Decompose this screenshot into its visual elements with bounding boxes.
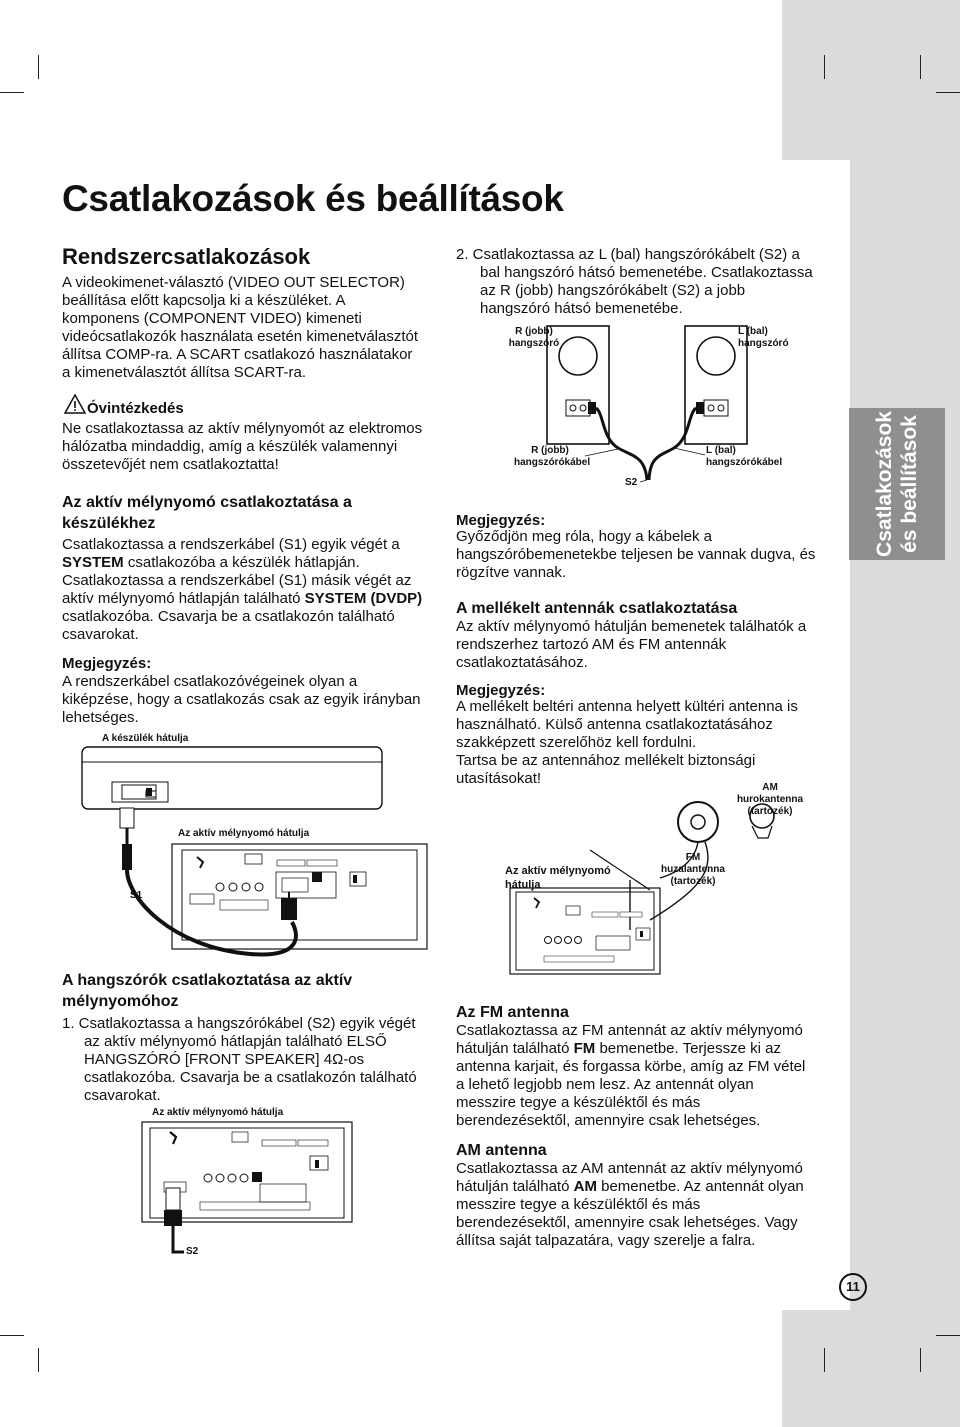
crop-mark [38,55,39,79]
text-line: a kimenetválasztót állítsa SCART-ra. [62,364,306,381]
note2-paragraph [456,698,836,788]
device-back-label: A készülék hátulja [102,733,189,744]
text-line: hangszóró hátsó bemenetébe. [480,300,683,317]
subwoofer-back-label: Az aktív mélynyomó hátulja [178,828,310,839]
text-line: hálózatba mindaddig, amíg a készülék valamennyi [62,438,398,455]
subwoofer-back-label-2: Az aktív mélynyomó hátulja [152,1107,284,1118]
text-line [456,1178,841,1196]
note2-title: Megjegyzés: [456,682,546,699]
caution-title: Óvintézkedés [87,400,184,417]
heading-line: mélynyomóhoz [62,993,179,1010]
am-heading: AM antenna [456,1142,547,1159]
page-title: Csatlakozások és beállítások [62,178,564,219]
speaker-r-label [504,326,564,350]
text-line: Győződjön meg róla, hogy a kábelek a [456,528,712,545]
text-line: 2. Csatlakoztassa az L (bal) hangszórókábelt (S2) a [456,246,800,263]
speaker-l-label [738,326,789,350]
crop-mark [936,1335,960,1336]
subwoofer-back-label-3 [505,864,611,892]
text-line: állítsa COMP-ra. A SCART csatlakozó használatakor [62,346,413,363]
text-span: bemenetbe. Az antennát olyan [601,1178,804,1195]
label-line: hangszórókábel [706,457,783,468]
text-line: Az aktív mélynyomó hátulján bemenetek találhatók a [456,618,807,635]
cable-r-label [514,445,591,469]
intro-paragraph [62,274,442,382]
text-line: HANGSZÓRÓ [FRONT SPEAKER] 4Ω-os [84,1051,365,1068]
caution-text [62,420,447,474]
crop-mark [824,1348,825,1372]
label-line: (tartozék) [747,806,793,817]
text-line: 1. Csatlakoztassa a hangszórókábel (S2) egyik végét [62,1015,416,1032]
text-line: berendezésektől, amennyire csak lehetséges. [456,1112,761,1129]
text-span: hátulján található [456,1040,570,1057]
bold-term: SYSTEM (DVDP) [304,590,423,607]
crop-mark [936,92,960,93]
label-line: hangszórókábel [514,457,591,468]
text-line: messzire tegye a készüléktől és más [456,1196,701,1213]
text-line: messzire tegye a készüléktől és más [456,1094,701,1111]
subwoofer-paragraph [62,536,452,644]
text-line: hangszóróbemenetekbe teljesen be vannak dugva, és [456,546,816,563]
text-span: hátulján található [456,1178,570,1195]
label-line: AM hurokantenna [736,782,804,805]
text-line: Ne csatlakoztassa az aktív mélynyomót az elektromos [62,420,423,437]
fm-wire-label [655,852,731,888]
crop-mark [0,1335,24,1336]
heading-line: A hangszórók csatlakoztatása az aktív [62,972,353,989]
text-span: csatlakozóba a készülék hátlapján. [127,554,360,571]
text-line: állítsa saját talpazatára, vagy szerelje a falra. [456,1232,756,1249]
crop-mark [824,55,825,79]
text-line: Csatlakoztassa a rendszerkábel (S1) másik végét az [62,572,412,589]
step2-paragraph [456,246,831,318]
text-line: csavarokat. [84,1087,161,1104]
step1-paragraph [62,1015,457,1105]
page-number: 11 [839,1273,867,1301]
bold-term: FM [573,1040,596,1057]
text-line: csatlakoztatásához. [456,654,588,671]
text-line: komponens (COMPONENT VIDEO) kimeneti [62,310,362,327]
text-span: aktív mélynyomó hátlapján található [62,590,301,607]
side-tab [849,408,945,560]
heading-line: Az aktív mélynyomó csatlakoztatása a [62,494,352,511]
text-line: kiképzése, hogy a csatlakozás csak az egyik irányban [62,691,421,708]
am-loop-label [728,782,812,818]
note-title: Megjegyzés: [62,655,152,672]
text-line: a lehető legjobb nem lesz. Az antennát olyan [456,1076,754,1093]
text-line: az aktív mélynyomó hátlapján található ELSŐ [84,1033,387,1050]
label-line: L (bal) [738,326,768,337]
cable-s2-label-right: S2 [625,477,638,488]
fm-heading: Az FM antenna [456,1004,569,1021]
text-line: szakképzett szerelőhöz kell fordulni. [456,734,697,751]
text-line: Csatlakoztassa a rendszerkábel (S1) egyik végét a [62,536,400,553]
warning-icon [64,394,86,414]
label-line: FM huzalantenna [661,852,725,875]
subwoofer-heading [62,492,352,534]
label-line: hangszóró [508,338,560,349]
text-line: rendszerhez tartozó AM és FM antennák [456,636,727,653]
fm-paragraph [456,1022,841,1130]
cable-s1-label: S1 [130,890,143,901]
heading-line: készülékhez [62,515,156,532]
section-heading: Rendszercsatlakozások [62,244,311,269]
text-line: rögzítve vannak. [456,564,567,581]
side-tab-line-1: Csatlakozások [873,411,896,557]
text-line: berendezésektől, amennyire csak lehetséges. Vagy [456,1214,798,1231]
label-line: hangszóró [738,338,789,349]
text-line: A videokimenet-választó (VIDEO OUT SELECTOR) [62,274,405,291]
text-line: összetevőjét nem csatlakoztatta! [62,456,279,473]
am-paragraph [456,1160,841,1250]
speaker-cable-diagram [140,1120,360,1270]
text-line [62,554,452,572]
speaker-heading [62,970,352,1012]
text-line: beállítása előtt kapcsolja ki a készüléket. A [62,292,346,309]
side-tab-line-2: és beállítások [898,415,921,553]
cable-l-label [706,445,782,469]
note-paragraph [62,673,452,727]
text-line: bal hangszóró hátsó bemenetébe. Csatlakoztassa [480,264,813,281]
side-tab-text [872,411,922,557]
note1-paragraph [456,528,836,582]
label-line: R (jobb) [531,445,569,456]
text-line: csavarokat. [62,626,139,643]
antenna-paragraph [456,618,836,672]
text-line: A rendszerkábel csatlakozóvégeinek olyan a [62,673,358,690]
system-cable-diagram [60,722,440,970]
text-line: lehetséges. [62,709,139,726]
label-line: (tartozék) [670,876,716,887]
bold-term: SYSTEM [62,554,124,571]
text-line: Csatlakoztassa az FM antennát az aktív mélynyomó [456,1022,803,1039]
text-line: videócsatlakozók használata esetén kimenetválasztót [62,328,419,345]
text-line: antenna karjait, és forgassa körbe, amíg az FM vétel [456,1058,806,1075]
antenna-heading: A mellékelt antennák csatlakoztatása [456,600,738,617]
note1-title: Megjegyzés: [456,512,546,529]
label-line: L (bal) [706,445,736,456]
text-line: csatlakozóba. Csavarja be a csatlakozón található [84,1069,417,1086]
text-line: az R (jobb) hangszórókábelt (S2) a jobb [480,282,746,299]
text-line: csatlakozóba. Csavarja be a csatlakozón található [62,608,395,625]
crop-mark [38,1348,39,1372]
crop-mark [920,1348,921,1372]
text-line [62,590,452,608]
cable-s2-label: S2 [186,1246,199,1257]
text-line: használható. Külső antenna csatlakoztatásához [456,716,773,733]
text-line: A mellékelt beltéri antenna helyett kültéri antenna is [456,698,798,715]
bold-term: AM [573,1178,597,1195]
crop-mark [920,55,921,79]
text-line: utasításokat! [456,770,542,787]
label-line: Az aktív mélynyomó [505,865,611,877]
label-line: hátulja [505,879,541,891]
crop-mark [0,92,24,93]
text-line: Tartsa be az antennához mellékelt biztonsági [456,752,756,769]
label-line: R (jobb) [515,326,553,337]
text-line: Csatlakoztassa az AM antennát az aktív mélynyomó [456,1160,803,1177]
text-line [456,1040,841,1058]
text-span: bemenetbe. Terjessze ki az [599,1040,781,1057]
